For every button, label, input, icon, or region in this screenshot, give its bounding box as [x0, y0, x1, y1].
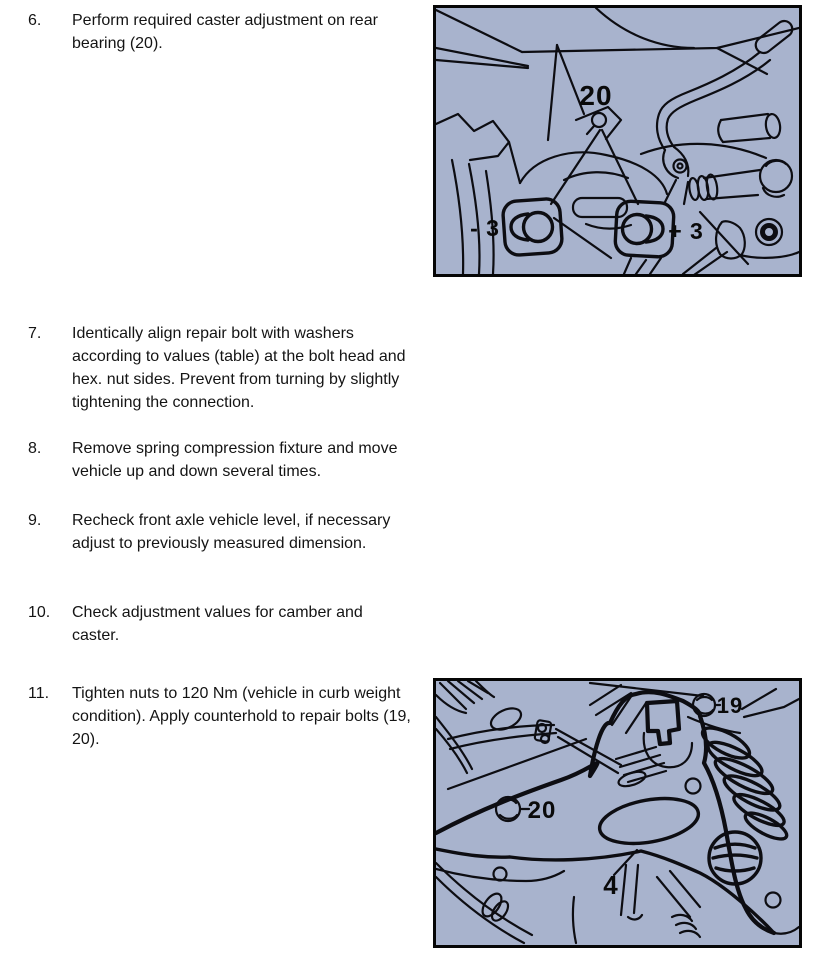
step-text: Identically align repair bolt with washers according to values (table) at the bolt head and hex. nut sides. Prevent from turning by slightly tightening the connection.: [72, 325, 406, 411]
step-number: 9.: [28, 512, 42, 529]
caster-illustration: [436, 8, 799, 274]
step-text: Tighten nuts to 120 Nm (vehicle in curb weight condition). Apply counterhold to repair bolts (19, 20).: [72, 685, 411, 748]
label-19: 19: [716, 693, 744, 718]
step-text: Recheck front axle vehicle level, if necessary adjust to previously measured dimension.: [72, 512, 391, 552]
label-plus-3: + 3: [668, 218, 704, 244]
figure-control-arm: [433, 678, 802, 948]
step-text: Remove spring compression fixture and move vehicle up and down several times.: [72, 440, 398, 480]
step-number: 7.: [28, 325, 42, 342]
step-text: Check adjustment values for camber and caster.: [72, 604, 363, 644]
figure-caster-adjustment: [433, 5, 802, 277]
label-20: 20: [527, 797, 557, 824]
step-number: 10.: [28, 604, 51, 621]
step-number: 11.: [28, 685, 50, 702]
label-minus-3: - 3: [470, 215, 500, 241]
label-4: 4: [603, 870, 619, 900]
step-text: Perform required caster adjustment on rear bearing (20).: [72, 12, 378, 52]
label-20: 20: [579, 80, 613, 111]
step-number: 8.: [28, 440, 42, 457]
step-number: 6.: [28, 12, 42, 29]
control-arm-illustration: [436, 681, 799, 945]
